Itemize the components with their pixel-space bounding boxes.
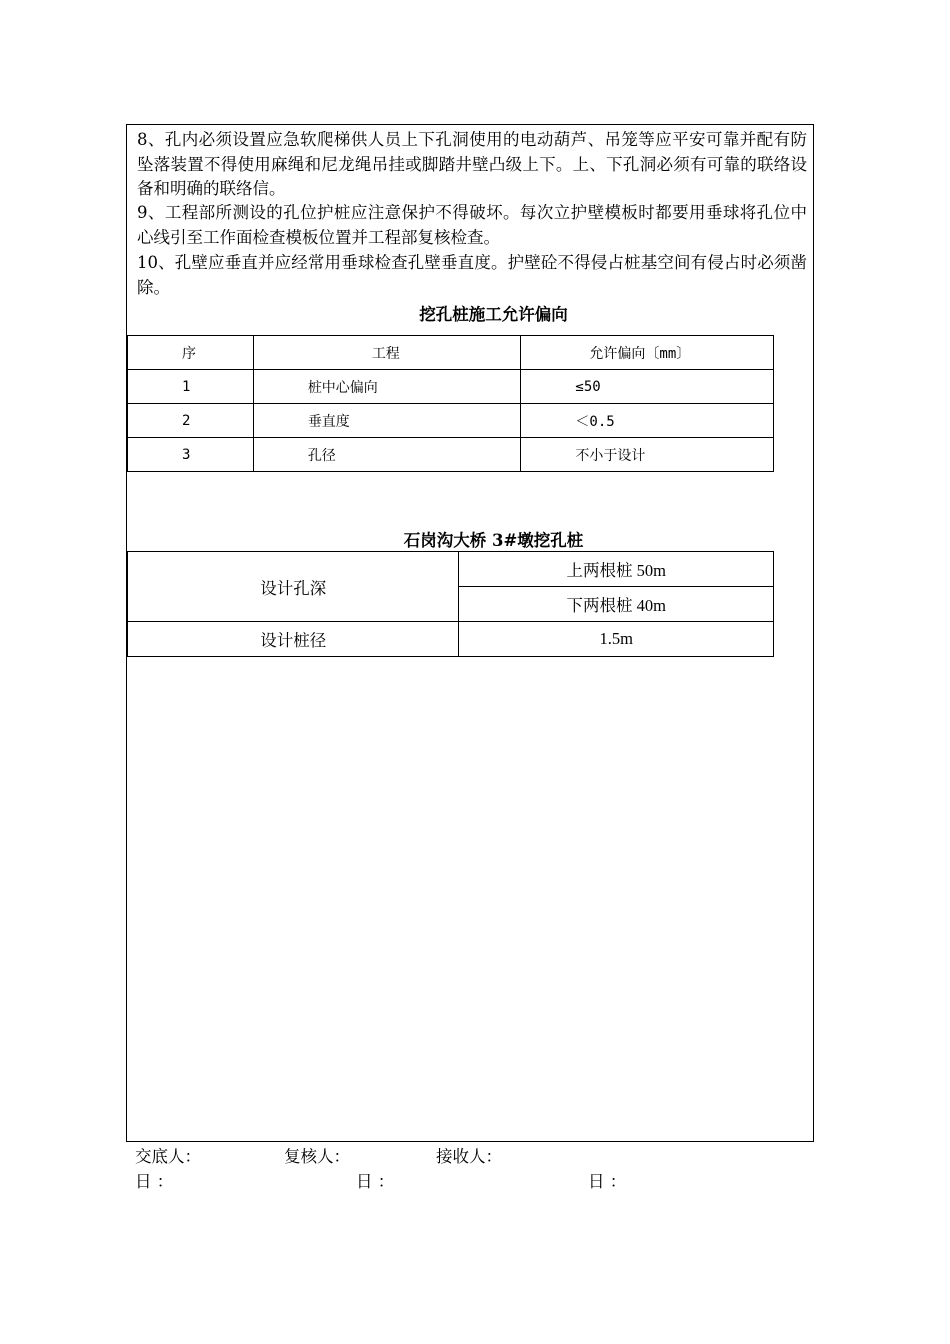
diameter-label-cell: 设计桩径	[128, 622, 459, 657]
cell-deviation: ≤50	[521, 370, 774, 404]
header-cell-index: 序	[128, 336, 254, 370]
reviewer-label: 复核人：	[284, 1147, 350, 1166]
depth-upper-cell: 上两根桩 50m	[459, 552, 774, 587]
depth-label-cell: 设计孔深	[128, 552, 459, 622]
header-cell-deviation: 允许偏向〔mm〕	[521, 336, 774, 370]
table-row	[128, 552, 774, 587]
cell-index: 3	[128, 438, 254, 472]
table-row	[128, 438, 774, 472]
pile-table-title: 石岗沟大桥 3#墩挖孔桩	[403, 531, 584, 550]
table-row	[128, 370, 774, 404]
paragraph-8: 8、孔内必须设置应急软爬梯供人员上下孔洞使用的电动葫芦、吊笼等应平安可靠并配有防坠落装置不得使用麻绳和尼龙绳吊挂或脚踏井壁凸级上下。上、下孔洞必须有可靠的联络设备和明确的联络信。	[137, 130, 807, 198]
pile-design-table	[127, 551, 774, 657]
cell-index: 2	[128, 404, 254, 438]
table-row	[128, 404, 774, 438]
cell-item: 孔径	[253, 438, 521, 472]
diameter-value-cell: 1.5m	[459, 622, 774, 657]
receiver-label: 接收人：	[436, 1147, 502, 1166]
table-row	[128, 622, 774, 657]
depth-lower-cell: 下两根桩 40m	[459, 587, 774, 622]
cell-item: 桩中心偏向	[253, 370, 521, 404]
cell-deviation: ＜0.5	[521, 404, 774, 438]
header-cell-item: 工程	[253, 336, 521, 370]
reviewer-date-label: 日 ：	[356, 1172, 395, 1191]
cell-item: 垂直度	[253, 404, 521, 438]
paragraph-9: 9、工程部所测设的孔位护桩应注意保护不得破坏。每次立护壁模板时都要用垂球将孔位中心线引至工作面检查模板位置并工程部复核检查。	[137, 203, 807, 247]
receiver-date-label: 日 ：	[588, 1172, 627, 1191]
deviation-table	[127, 335, 774, 472]
briefer-date-label: 日 ：	[135, 1172, 174, 1191]
deviation-table-title: 挖孔桩施工允许偏向	[419, 305, 568, 324]
briefer-label: 交底人：	[135, 1147, 201, 1166]
paragraph-10: 10、孔壁应垂直并应经常用垂球检查孔壁垂直度。护壁砼不得侵占桩基空间有侵占时必须凿除。	[137, 253, 807, 297]
table-header-row	[128, 336, 774, 370]
cell-deviation: 不小于设计	[521, 438, 774, 472]
cell-index: 1	[128, 370, 254, 404]
document-frame	[126, 124, 814, 1142]
